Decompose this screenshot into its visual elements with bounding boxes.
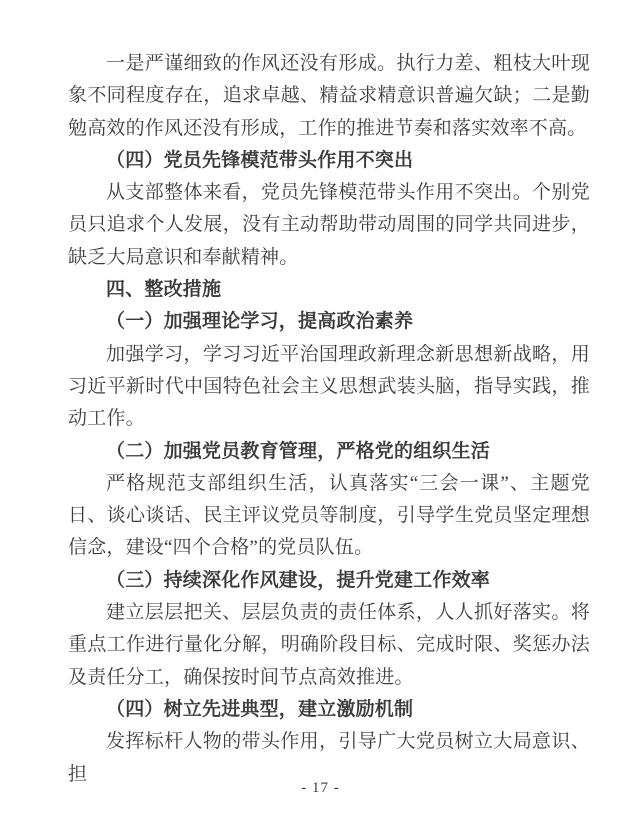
sub-heading-issue-4: （四）党员先锋模范带头作用不突出	[106, 149, 414, 171]
sub-heading-measure-4: （四）树立先进典型，建立激励机制	[106, 698, 414, 720]
sub-heading-measure-3: （三）持续深化作风建设，提升党建工作效率	[106, 569, 491, 591]
page-number: - 17 -	[301, 780, 340, 796]
sub-heading-measure-2: （二）加强党员教育管理，严格党的组织生活	[106, 440, 491, 462]
paragraph-work-style-issues: 一是严谨细致的作风还没有形成。执行力差、粗枝大叶现象不同程度存在，追求卓越、精益求精意识普遍欠缺；二是勤勉高效的作风还没有形成，工作的推进节奏和落实效率不高。	[68, 53, 590, 139]
paragraph-vanguard-role: 从支部整体来看，党员先锋模范带头作用不突出。个别党员只追求个人发展，没有主动帮助带动周围的同学共同进步，缺乏大局意识和奉献精神。	[68, 182, 590, 268]
section-heading-rectification: 四、整改措施	[106, 279, 222, 301]
paragraph-measure-1-detail: 加强学习，学习习近平治国理政新理念新思想新战略，用习近平新时代中国特色社会主义思想武装头脑，指导实践，推动工作。	[68, 343, 590, 430]
paragraph-measure-2-detail: 严格规范支部组织生活，认真落实“三会一课”、主题党日、谈心谈话、民主评议党员等制度，引导学生党员坚定理想信念，建设“四个合格”的党员队伍。	[68, 472, 590, 559]
paragraph-measure-4-detail: 发挥标杆人物的带头作用，引导广大党员树立大局意识、担	[68, 731, 590, 785]
sub-heading-measure-1: （一）加强理论学习，提高政治素养	[106, 311, 414, 333]
paragraph-measure-3-detail: 建立层层把关、层层负责的责任体系，人人抓好落实。将重点工作进行量化分解，明确阶段目标、完成时限、奖惩办法及责任分工，确保按时间节点高效推进。	[68, 602, 590, 688]
document-body	[68, 48, 590, 791]
